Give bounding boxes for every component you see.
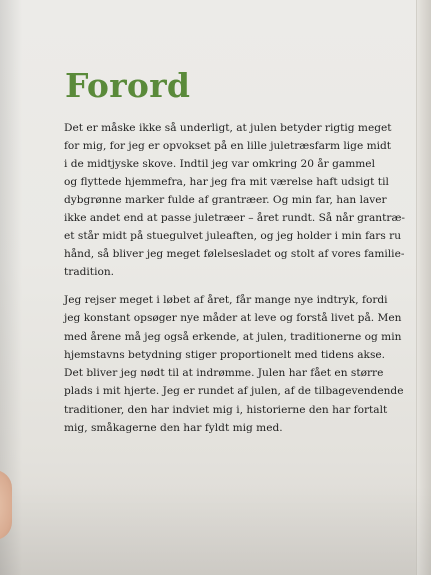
text-line: et står midt på stuegulvet juleaften, og jeg holder i min fars ru bbox=[64, 230, 402, 242]
text-line: Det bliver jeg nødt til at indrømme. Julen har fået en større bbox=[64, 367, 384, 380]
text-line: mig, småkagerne den har fyldt mig med. bbox=[64, 422, 283, 435]
text-line: Jeg rejser meget i løbet af året, får mange nye indtryk, fordi bbox=[64, 294, 388, 306]
text-line: ikke andet end at passe juletræer – året rundt. Så når grantræ- bbox=[64, 212, 405, 224]
finger bbox=[0, 470, 12, 540]
paragraph-2 bbox=[64, 291, 404, 437]
page-title: Forord bbox=[65, 66, 191, 105]
text-line: med årene må jeg også erkende, at julen, traditionerne og min bbox=[64, 330, 402, 343]
text-line: dybgrønne marker fulde af grantræer. Og min far, han laver bbox=[64, 194, 387, 206]
text-line: hjemstavns betydning stiger proportionelt med tidens akse. bbox=[64, 348, 386, 361]
text-line: Det er måske ikke så underligt, at julen betyder rigtig meget bbox=[64, 122, 392, 134]
text-line: traditioner, den har indviet mig i, historierne den har fortalt bbox=[64, 403, 388, 416]
text-line: for mig, for jeg er opvokset på en lille juletræsfarm lige midt bbox=[64, 140, 392, 152]
paragraph-1 bbox=[64, 119, 404, 281]
text-line: i de midtjyske skove. Indtil jeg var omkring 20 år gammel bbox=[64, 158, 375, 170]
text-line: tradition. bbox=[64, 266, 115, 278]
text-line: plads i mit hjerte. Jeg er rundet af julen, af de tilbagevendende bbox=[64, 385, 404, 398]
text-line: og flyttede hjemmefra, har jeg fra mit værelse haft udsigt til bbox=[64, 176, 389, 188]
text-line: jeg konstant opsøger nye måder at leve og forstå livet på. Men bbox=[64, 312, 402, 325]
text-line: hånd, så bliver jeg meget følelsesladet og stolt af vores familie- bbox=[64, 248, 405, 260]
page-shadow bbox=[0, 485, 431, 575]
